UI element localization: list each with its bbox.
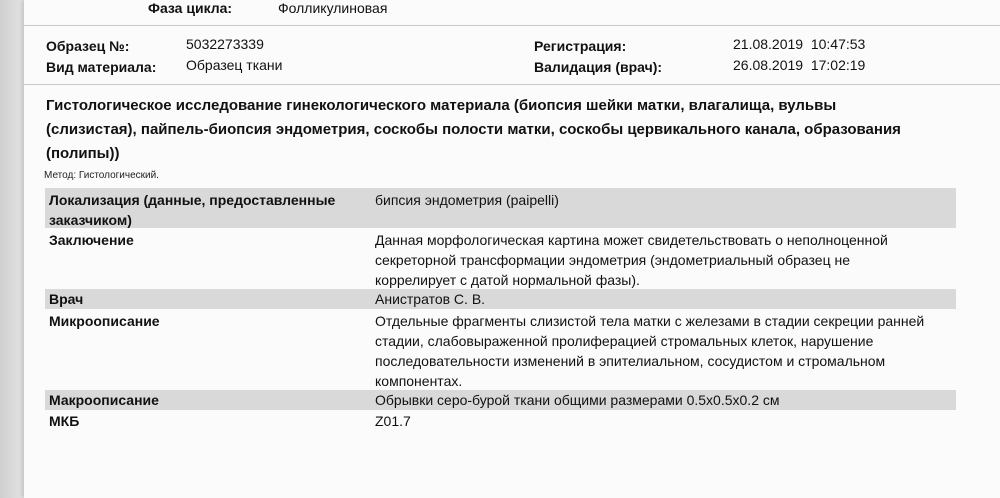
result-row-conclusion: [45, 228, 956, 289]
validation-value: 26.08.2019 17:02:19: [733, 57, 866, 73]
top-divider: [24, 25, 1000, 26]
lab-report-page: [24, 0, 1000, 498]
result-value: Данная морфологическая картина может свидетельствовать о неполноценной секреторной трансформации эндометрия (эндометриальный образец не коррелирует с датой нормальной фазы).: [375, 232, 888, 288]
result-row-doctor: [45, 289, 956, 309]
sample-number-label: Образец №:: [46, 38, 130, 54]
result-value: Z01.7: [375, 413, 411, 429]
result-value: Обрывки серо-бурой ткани общими размерами 0.5х0.5х0.2 см: [375, 392, 780, 408]
binding-edge: [0, 0, 24, 498]
material-type-value: Образец ткани: [186, 57, 283, 73]
result-row-micro: [45, 309, 956, 390]
result-row-icd: [45, 410, 956, 432]
section-divider: [24, 84, 1000, 85]
result-row-macro: [45, 390, 956, 410]
validation-label: Валидация (врач):: [534, 59, 663, 75]
result-value: Отдельные фрагменты слизистой тела матки с железами в стадии секреции ранней стадии, слабовыраженной пролиферацией стромальных клеток, нарушение последовательности изменений в эпителиальном, сосудистом и стромальном компонентах.: [375, 313, 925, 389]
result-key: Врач: [49, 291, 84, 307]
result-value: Анистратов С. В.: [375, 291, 486, 307]
result-key: Локализация (данные, предоставленные заказчиком): [49, 192, 336, 228]
result-key: Заключение: [49, 232, 134, 248]
material-type-label: Вид материала:: [46, 59, 157, 75]
study-title: Гистологическое исследование гинекологического материала (биопсия шейки матки, влагалища, вульвы (слизистая), пайпель-биопсия эндометрия, соскобы полости матки, соскобы цервикального канала, образования (полипы)): [46, 97, 901, 162]
result-row-localization: [45, 188, 956, 228]
result-key: МКБ: [49, 413, 80, 429]
cycle-phase-label: Фаза цикла:: [148, 0, 233, 16]
sample-number-value: 5032273339: [186, 36, 264, 52]
registration-value: 21.08.2019 10:47:53: [733, 36, 866, 52]
result-value: бипсия эндометрия (paipelli): [375, 192, 559, 208]
results-table: [45, 188, 956, 432]
result-key: Микроописание: [49, 313, 160, 329]
result-key: Макроописание: [49, 392, 159, 408]
cycle-phase-value: Фолликулиновая: [278, 0, 388, 16]
registration-label: Регистрация:: [534, 38, 627, 54]
study-method: Метод: Гистологический.: [44, 170, 159, 181]
